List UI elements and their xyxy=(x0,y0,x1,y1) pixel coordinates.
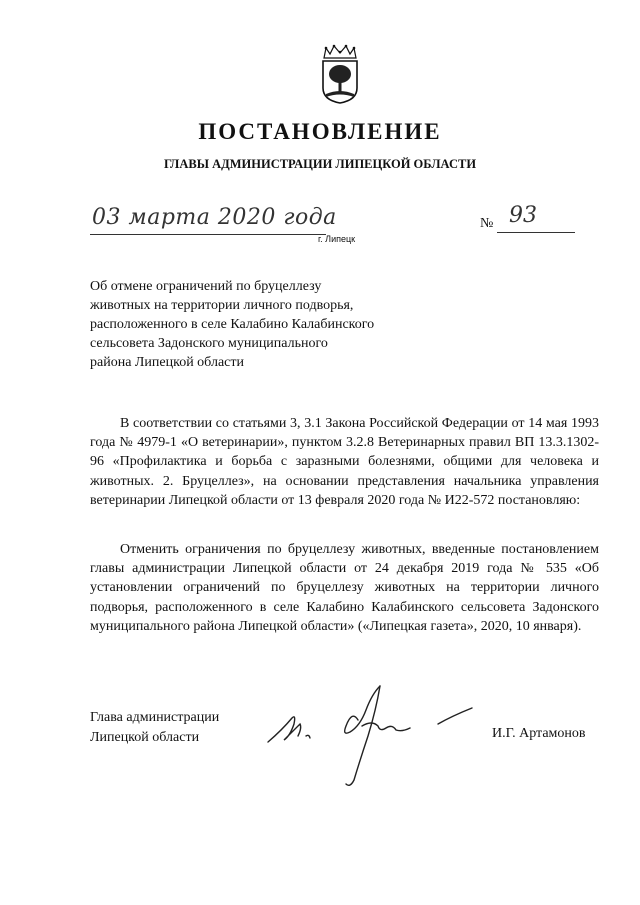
body-paragraph-decision: Отменить ограничения по бруцеллезу животных, введенные постановлением главы администрации Липецкой области от 24 декабря 2019 года № 535 «Об установлении ограничений по бруцеллезу животных на территории личного подворья, расположенного в селе Калабино Калабинского сельсовета Задонского муниципального района Липецкой области» («Липецкая газета», 2020, 10 января). xyxy=(90,542,599,634)
lipetsk-coat-of-arms-icon xyxy=(320,44,360,104)
subject-line: района Липецкой области xyxy=(90,355,244,370)
signatory-position-line: Липецкой области xyxy=(90,730,200,745)
signatory-name: И.Г. Артамонов xyxy=(492,726,586,741)
number-label: № xyxy=(480,216,494,231)
subject-line: Об отмене ограничений по бруцеллезу xyxy=(90,279,322,294)
handwritten-number: 93 xyxy=(509,203,537,228)
handwritten-signature xyxy=(262,680,482,790)
date-underline xyxy=(90,234,326,235)
document-title: ПОСТАНОВЛЕНИЕ xyxy=(198,119,442,144)
document-subtitle: ГЛАВЫ АДМИНИСТРАЦИИ ЛИПЕЦКОЙ ОБЛАСТИ xyxy=(163,157,477,171)
body-paragraph-legal-basis: В соответствии со статьями 3, 3.1 Закона Российской Федерации от 14 мая 1993 года № 4979-1 «О ветеринарии», пунктом 3.2.8 Ветеринарных правил ВП 13.3.1302-96 «Профилактика и борьба с заразными болезнями, общими для человека и животных. 2. Бруцеллез», на основании представления начальника управления ветеринарии Липецкой области от 13 февраля 2020 года № И22-572 постановляю: xyxy=(90,416,599,508)
subject-line: сельсовета Задонского муниципального xyxy=(90,336,328,351)
city-label: г. Липецк xyxy=(318,234,356,244)
number-underline xyxy=(497,232,575,233)
subject-line: животных на территории личного подворья, xyxy=(90,298,354,313)
signatory-position xyxy=(90,708,219,748)
handwritten-date: 03 марта 2020 года xyxy=(92,205,337,230)
signatory-position-line: Глава администрации xyxy=(90,710,220,725)
subject-line: расположенного в селе Калабино Калабинского xyxy=(90,317,375,332)
document-subject xyxy=(90,277,410,372)
